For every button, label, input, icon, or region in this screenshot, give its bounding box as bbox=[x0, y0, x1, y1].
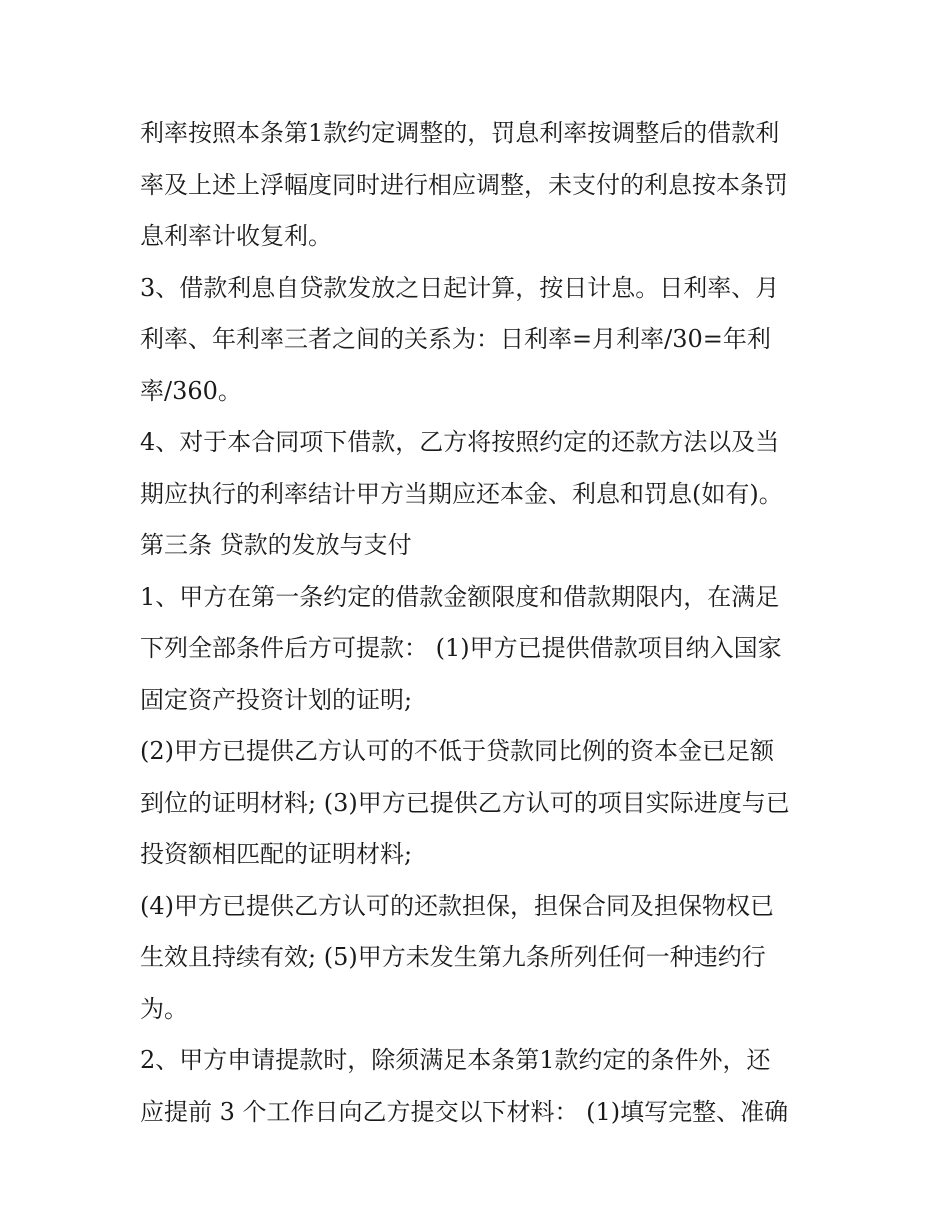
text-line: 3、借款利息自贷款发放之日起计算，按日计息。日利率、月 bbox=[140, 273, 780, 302]
text-line: 固定资产投资计划的证明; bbox=[140, 685, 413, 714]
text-line: 应提前 3 个工作日向乙方提交以下材料： (1)填写完整、准确 bbox=[140, 1097, 789, 1126]
text-line: 4、对于本合同项下借款，乙方将按照约定的还款方法以及当 bbox=[140, 428, 780, 456]
text-line: 为。 bbox=[140, 994, 188, 1023]
text-line: 投资额相匹配的证明材料; bbox=[140, 840, 413, 868]
text-line: 息利率计收复利。 bbox=[140, 222, 332, 250]
text-line: 生效且持续有效; (5)甲方未发生第九条所列任何一种违约行 bbox=[140, 943, 766, 971]
text-line: 到位的证明材料; (3)甲方已提供乙方认可的项目实际进度与已 bbox=[140, 788, 790, 817]
text-line: 率及上述上浮幅度同时进行相应调整，未支付的利息按本条罚 bbox=[140, 170, 788, 199]
text-line: 期应执行的利率结计甲方当期应还本金、利息和罚息(如有)。 bbox=[140, 479, 783, 508]
text-line: 利率按照本条第1款约定调整的，罚息利率按调整后的借款利 bbox=[140, 119, 780, 147]
text-line: (4)甲方已提供乙方认可的还款担保，担保合同及担保物权已 bbox=[140, 891, 774, 920]
document-body bbox=[140, 108, 820, 1138]
text-line: 2、甲方申请提款时，除须满足本条第1款约定的条件外，还 bbox=[140, 1046, 771, 1074]
text-line: 下列全部条件后方可提款： (1)甲方已提供借款项目纳入国家 bbox=[140, 634, 782, 662]
section-heading: 第三条 贷款的发放与支付 bbox=[140, 531, 412, 559]
text-line: 率/360。 bbox=[140, 376, 242, 405]
text-line: 1、甲方在第一条约定的借款金额限度和借款期限内，在满足 bbox=[140, 582, 780, 611]
text-line: 利率、年利率三者之间的关系为：日利率=月利率/30=年利 bbox=[140, 325, 771, 353]
text-line: (2)甲方已提供乙方认可的不低于贷款同比例的资本金已足额 bbox=[140, 737, 774, 765]
